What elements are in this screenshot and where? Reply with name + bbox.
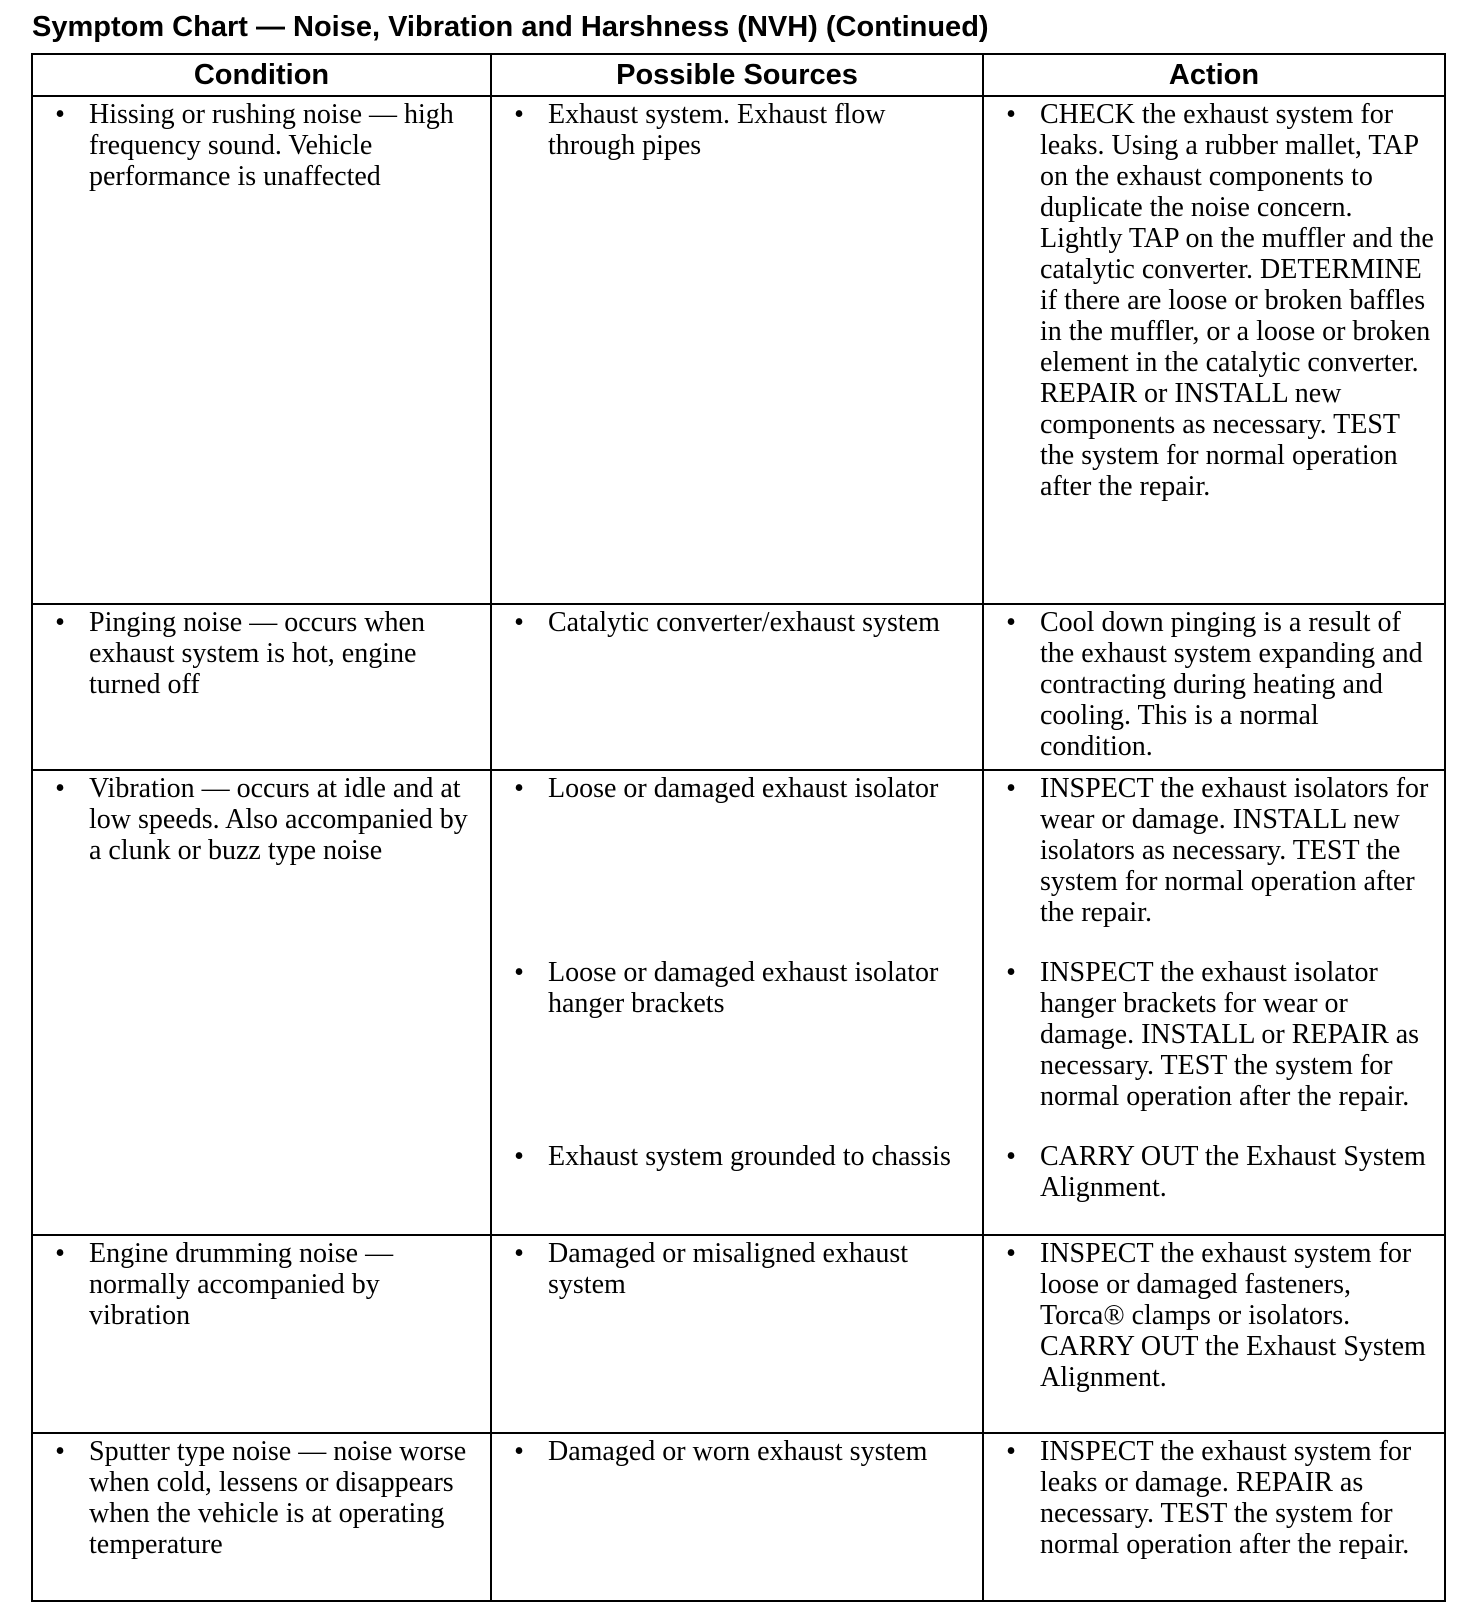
action-cell — [983, 604, 1445, 770]
action-cell — [983, 1235, 1445, 1433]
source-text: Exhaust system. Exhaust flow through pipes — [548, 99, 886, 161]
symptom-chart-table — [31, 53, 1446, 1602]
sources-cell — [491, 604, 983, 770]
list-item — [492, 773, 974, 928]
sources-cell — [491, 96, 983, 604]
bullet: • — [514, 1436, 524, 1467]
list-item — [984, 773, 1436, 957]
condition-cell — [32, 1235, 491, 1433]
condition-cell — [32, 96, 491, 604]
bullet: • — [514, 99, 524, 130]
list-item — [984, 1436, 1436, 1560]
list-item — [984, 607, 1436, 762]
table-row — [32, 1433, 1445, 1601]
page-title: Symptom Chart — Noise, Vibration and Harshness (NVH) (Continued) — [32, 11, 989, 43]
action-cell — [983, 1433, 1445, 1601]
action-text: INSPECT the exhaust system for leaks or damage. REPAIR as necessary. TEST the system for normal operation after the repair. — [1040, 1436, 1412, 1560]
list-item — [33, 99, 482, 192]
table-row — [32, 604, 1445, 770]
action-text: Cool down pinging is a result of the exhaust system expanding and contracting during heating and cooling. This is a normal condition. — [1040, 607, 1423, 762]
bullet: • — [1006, 773, 1016, 804]
list-item — [492, 1141, 974, 1172]
sources-cell — [491, 1433, 983, 1601]
table-row — [32, 96, 1445, 604]
bullet: • — [1006, 1141, 1016, 1172]
bullet: • — [514, 1141, 524, 1172]
source-text: Loose or damaged exhaust isolator — [548, 773, 939, 804]
list-item — [492, 957, 974, 1112]
bullet: • — [1006, 957, 1016, 988]
action-text: INSPECT the exhaust isolators for wear or damage. INSTALL new isolators as necessary. TEST the system for normal operation after the repair. — [1040, 773, 1429, 928]
list-item — [492, 1436, 974, 1467]
list-item — [984, 1141, 1436, 1203]
bullet: • — [514, 1238, 524, 1269]
bullet: • — [1006, 99, 1016, 130]
condition-text: Vibration — occurs at idle and at low speeds. Also accompanied by a clunk or buzz type noise — [89, 773, 468, 866]
sources-cell — [491, 770, 983, 1235]
header-condition: Condition — [32, 54, 491, 96]
action-text: INSPECT the exhaust system for loose or damaged fasteners, Torca® clamps or isolators. CARRY OUT the Exhaust System Alignment. — [1040, 1238, 1426, 1393]
action-cell — [983, 96, 1445, 604]
list-item — [492, 607, 974, 638]
condition-text: Sputter type noise — noise worse when cold, lessens or disappears when the vehicle is at operating temperature — [89, 1436, 467, 1560]
action-text: INSPECT the exhaust isolator hanger brackets for wear or damage. INSTALL or REPAIR as necessary. TEST the system for normal operation after the repair. — [1040, 957, 1420, 1112]
action-cell — [983, 770, 1445, 1235]
bullet: • — [1006, 1436, 1016, 1467]
list-item — [33, 1436, 482, 1560]
bullet: • — [55, 1238, 65, 1269]
list-item — [984, 99, 1436, 502]
source-text: Damaged or misaligned exhaust system — [548, 1238, 909, 1300]
bullet: • — [55, 607, 65, 638]
source-text: Catalytic converter/exhaust system — [548, 607, 940, 638]
list-item — [492, 99, 974, 161]
bullet: • — [1006, 607, 1016, 638]
action-text: CHECK the exhaust system for leaks. Using a rubber mallet, TAP on the exhaust components to duplicate the noise concern. Lightly TAP on the muffler and the catalytic converter. DETERMINE if there are loose or broken baffles in the muffler, or a loose or broken element in the catalytic converter. REPAIR or INSTALL new components as necessary. TEST the system for normal operation after the repair. — [1040, 99, 1434, 502]
bullet: • — [514, 773, 524, 804]
condition-cell — [32, 770, 491, 1235]
table-header-row — [32, 54, 1445, 96]
condition-text: Hissing or rushing noise — high frequency sound. Vehicle performance is unaffected — [89, 99, 454, 192]
list-item — [984, 1238, 1436, 1393]
source-text: Exhaust system grounded to chassis — [548, 1141, 951, 1172]
bullet: • — [55, 1436, 65, 1467]
condition-text: Pinging noise — occurs when exhaust system is hot, engine turned off — [89, 607, 425, 700]
bullet: • — [1006, 1238, 1016, 1269]
condition-cell — [32, 1433, 491, 1601]
condition-text: Engine drumming noise — normally accompanied by vibration — [89, 1238, 394, 1331]
bullet: • — [55, 99, 65, 130]
header-action: Action — [983, 54, 1445, 96]
bullet: • — [55, 773, 65, 804]
list-item — [33, 773, 482, 866]
sources-cell — [491, 1235, 983, 1433]
header-possible-sources: Possible Sources — [491, 54, 983, 96]
list-item — [984, 957, 1436, 1141]
list-item — [33, 1238, 482, 1331]
bullet: • — [514, 607, 524, 638]
bullet: • — [514, 957, 524, 988]
condition-cell — [32, 604, 491, 770]
list-item — [492, 1238, 974, 1300]
action-text: CARRY OUT the Exhaust System Alignment. — [1040, 1141, 1426, 1203]
table-row — [32, 770, 1445, 1235]
source-text: Loose or damaged exhaust isolator hanger brackets — [548, 957, 939, 1019]
list-item — [33, 607, 482, 700]
source-text: Damaged or worn exhaust system — [548, 1436, 928, 1467]
table-row — [32, 1235, 1445, 1433]
